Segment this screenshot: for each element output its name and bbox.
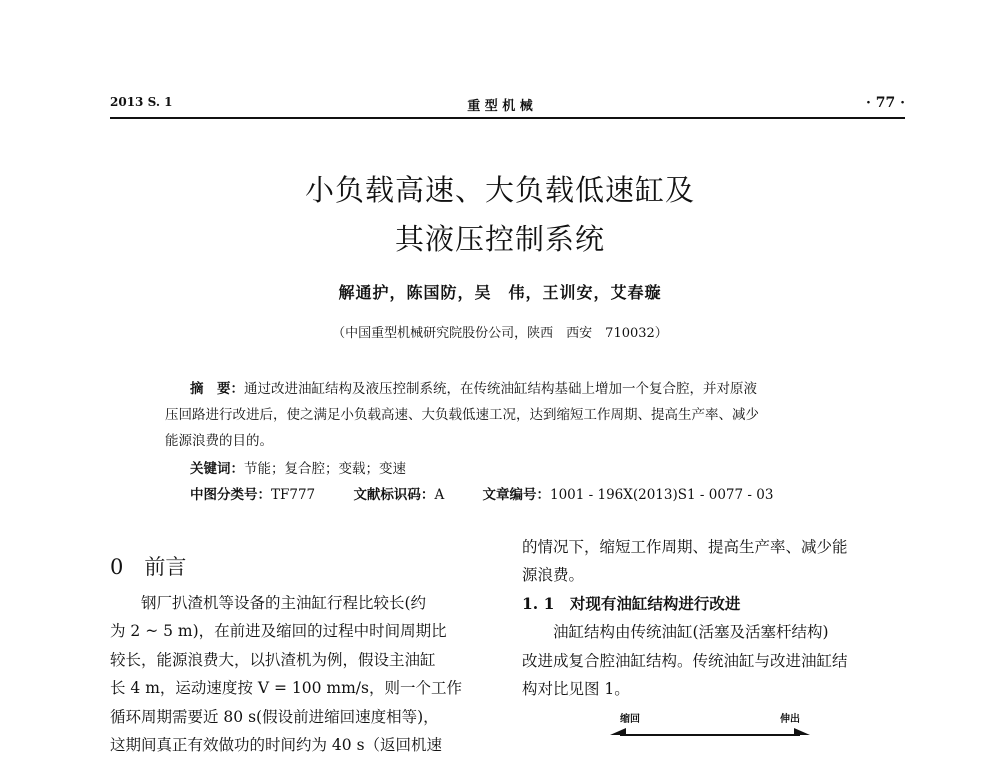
text-line: 较长，能源浪费大，以扒渣机为例，假设主油缸 <box>110 650 436 669</box>
right-column-text <box>522 533 848 703</box>
article-label: 文章编号： <box>482 487 550 503</box>
abstract-line-3: 能源浪费的目的。 <box>165 433 273 449</box>
text-line: 长 4 m，运动速度按 V = 100 mm/s，则一个工作 <box>110 679 462 698</box>
retract-label: 缩回 <box>620 714 640 725</box>
direction-arrow-icon <box>610 710 810 738</box>
page-number: · 77 · <box>866 95 905 111</box>
subsection-heading: 1. 1 对现有油缸结构进行改进 <box>522 593 741 613</box>
text-line: 油缸结构由传统油缸(活塞及活塞杆结构) <box>522 623 829 642</box>
text-line: 源浪费。 <box>522 566 585 585</box>
header-rule <box>110 117 905 119</box>
text-line: 这期间真正有效做功的时间约为 40 s（返回机速 <box>110 736 443 755</box>
affiliation: （中国重型机械研究院股份公司，陕西 西安 710032） <box>332 326 668 341</box>
keywords-value: 节能；复合腔；变载；变速 <box>244 461 406 477</box>
doc-value: A <box>434 487 445 503</box>
left-column-text <box>110 589 462 759</box>
abstract-label: 摘 要： <box>190 381 244 397</box>
authors: 解通护，陈国防，吴 伟，王训安，艾春璇 <box>338 283 662 302</box>
journal-name: 重 型 机 械 <box>467 99 533 114</box>
text-line: 构对比见图 1。 <box>522 680 630 699</box>
extend-label: 伸出 <box>780 714 800 725</box>
keywords-label: 关键词： <box>190 461 244 477</box>
article-value: 1001 - 196X(2013)S1 - 0077 - 03 <box>549 487 774 503</box>
text-line: 改进成复合腔油缸结构。传统油缸与改进油缸结 <box>522 651 848 670</box>
classification <box>190 483 773 503</box>
keywords <box>190 457 406 477</box>
text-line: 的情况下，缩短工作周期、提高生产率、减少能 <box>522 538 848 556</box>
text-line: 为 2 ~ 5 m)，在前进及缩回的过程中时间周期比 <box>110 622 447 641</box>
abstract-text: 通过改进油缸结构及液压控制系统，在传统油缸结构基础上增加一个复合腔，并对原液 <box>244 381 757 397</box>
clc-value: TF777 <box>271 487 316 503</box>
doc-label: 文献标识码： <box>353 487 435 503</box>
text-line: 钢厂扒渣机等设备的主油缸行程比较长(约 <box>110 594 427 612</box>
title-line-2: 其液压控制系统 <box>394 222 605 256</box>
title-line-1: 小负载高速、大负载低速缸及 <box>304 173 695 207</box>
section-heading: 0 前言 <box>110 555 187 579</box>
figure-1 <box>610 710 810 738</box>
abstract-line-1 <box>190 377 757 397</box>
abstract-line-2: 压回路进行改进后，使之满足小负载高速、大负载低速工况，达到缩短工作周期、提高生产率、减少 <box>165 407 759 423</box>
text-line: 循环周期需要近 80 s(假设前进缩回速度相等)， <box>110 707 439 726</box>
issue-number: 2013 S. 1 <box>110 95 173 109</box>
clc-label: 中图分类号： <box>190 487 271 503</box>
